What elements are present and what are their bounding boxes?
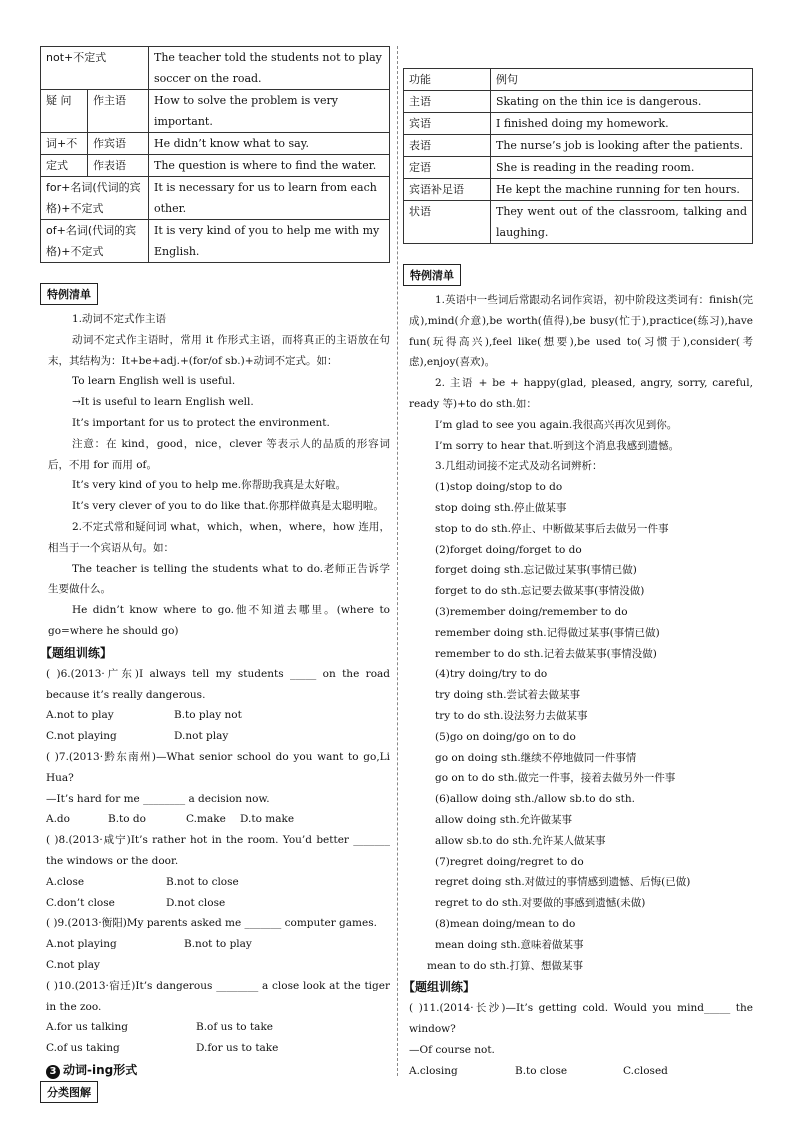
table-cell: for+名词(代词的宾格)+不定式 [41, 177, 149, 220]
note-line: allow doing sth.允许做某事 [435, 813, 573, 826]
table-cell: 主语 [404, 91, 491, 113]
section-title-text: 动词-ing形式 [63, 1062, 138, 1077]
table-row [41, 177, 390, 220]
options-row [40, 893, 390, 914]
options-row [40, 934, 390, 955]
note-paragraph: 动词不定式作主语时，常用 it 作形式主语，而将真正的主语放在句末，其结构为：It+be+adj.+(for/of sb.)+动词不定式。如： [48, 333, 390, 367]
note-paragraph: 2.不定式常和疑问词 what，which，when，where，how 连用，相当于一个宾语从句。如： [48, 520, 390, 554]
note-line: 3.几组动词接不定式及动名词辨析： [435, 460, 603, 473]
option[interactable]: A.for us talking [46, 1021, 129, 1034]
option[interactable]: D.not play [174, 730, 229, 743]
option[interactable]: A.close [46, 875, 85, 888]
option[interactable]: B.to close [515, 1064, 568, 1077]
option[interactable]: A.not playing [46, 938, 117, 951]
note-line: forget to do sth.忘记要去做某事(事情没做) [435, 585, 645, 598]
table-cell: How to solve the problem is very important. [149, 90, 390, 133]
table-cell: 作主语 [88, 90, 149, 133]
table-cell: The teacher told the students not to play soccer on the road. [149, 47, 390, 90]
gerund-table [403, 68, 753, 244]
table-cell: They went out of the classroom, talking and laughing. [491, 201, 753, 244]
table-row [404, 157, 753, 179]
table-cell: not+不定式 [41, 47, 149, 90]
table-cell: 宾语补足语 [404, 179, 491, 201]
option[interactable]: B.not to play [184, 938, 252, 951]
option[interactable]: D.for us to take [196, 1042, 279, 1055]
option[interactable]: C.not playing [46, 730, 117, 743]
note-paragraph: 注意：在 kind，good，nice，clever 等表示人的品质的形容词后，不用 for 而用 of。 [48, 437, 390, 471]
note-line: stop to do sth.停止、中断做某事后去做另一件事 [435, 522, 669, 535]
note-line: It’s very kind of you to help me.你帮助我真是太好啦。 [72, 479, 347, 492]
note-paragraph: 1.英语中一些词后常跟动名词作宾语，初中阶段这类词有：finish(完成),mind(介意),be worth(值得),be busy(忙于),practice(练习),have fun(玩得高兴),feel like(想要),be used to(习惯于),consider(考虑),enjoy(喜欢)。 [409, 294, 753, 369]
note-line: (6)allow doing sth./allow sb.to do sth. [435, 793, 636, 806]
note-line: try doing sth.尝试着去做某事 [435, 689, 580, 702]
note-line: (7)regret doing/regret to do [435, 855, 584, 868]
table-cell: 定语 [404, 157, 491, 179]
table-cell: Skating on the thin ice is dangerous. [491, 91, 753, 113]
option[interactable]: B.to play not [174, 709, 242, 722]
option[interactable]: A.closing [409, 1064, 458, 1077]
note-line: try to do sth.设法努力去做某事 [435, 709, 588, 722]
table-cell: 表语 [404, 135, 491, 157]
note-line: To learn English well is useful. [72, 375, 236, 388]
option[interactable]: D.not close [166, 896, 226, 909]
note-line: I’m glad to see you again.我很高兴再次见到你。 [435, 418, 678, 431]
column-divider [397, 46, 398, 1076]
note-line: (4)try doing/try to do [435, 668, 548, 681]
note-line: →It is useful to learn English well. [72, 396, 254, 409]
section-number-badge: 3 [46, 1065, 60, 1079]
option[interactable]: B.not to close [166, 875, 239, 888]
section-title [40, 1059, 390, 1081]
table-cell: 词+不 [41, 133, 88, 155]
question-stem: —Of course not. [409, 1043, 495, 1056]
exercise-heading: 【题组训练】 [403, 980, 476, 995]
option[interactable]: A.not to play [46, 709, 114, 722]
table-cell: 作宾语 [88, 133, 149, 155]
table-cell: It is very kind of you to help me with my English. [149, 220, 390, 263]
option[interactable]: C.make [186, 813, 226, 826]
table-header-row [404, 69, 753, 91]
table-cell: 定式 [41, 155, 88, 177]
question-stem: ( )11.(2014·长沙)—It’s getting cold. Would you mind_____ the window? [409, 1002, 753, 1036]
note-line: stop doing sth.停止做某事 [435, 501, 567, 514]
question-stem: ( )10.(2013·宿迁)It’s dangerous ________ a close look at the tiger in the zoo. [46, 979, 390, 1013]
options-row [40, 1038, 390, 1059]
note-line: go on to do sth.做完一件事，接着去做另外一件事 [435, 772, 676, 785]
note-line: (5)go on doing/go on to do [435, 730, 576, 743]
table-row [404, 91, 753, 113]
section-heading: 特例清单 [403, 264, 461, 286]
table-cell: I finished doing my homework. [491, 113, 753, 135]
option[interactable]: C.not play [46, 958, 100, 971]
note-line: regret to do sth.对要做的事感到遗憾(未做) [435, 897, 646, 910]
note-line: remember doing sth.记得做过某事(事情已做) [435, 626, 660, 639]
note-line: 1.动词不定式作主语 [72, 313, 167, 325]
note-line: allow sb.to do sth.允许某人做某事 [435, 834, 606, 847]
table-cell: 宾语 [404, 113, 491, 135]
option[interactable]: B.of us to take [196, 1021, 274, 1034]
options-row [403, 1061, 753, 1082]
table-row [404, 135, 753, 157]
table-cell: The question is where to find the water. [149, 155, 390, 177]
section-tag: 分类图解 [40, 1081, 98, 1103]
table-cell: of+名词(代词的宾格)+不定式 [41, 220, 149, 263]
note-line: forget doing sth.忘记做过某事(事情已做) [435, 564, 637, 577]
options-row [40, 705, 390, 726]
note-line: (8)mean doing/mean to do [435, 917, 576, 930]
table-cell: 状语 [404, 201, 491, 244]
table-row [41, 220, 390, 263]
option[interactable]: C.don’t close [46, 896, 115, 909]
options-row [40, 809, 390, 830]
right-column [403, 68, 753, 1081]
note-line: It’s very clever of you to do like that.你那样做真是太聪明啦。 [72, 500, 384, 513]
table-cell: It is necessary for us to learn from each other. [149, 177, 390, 220]
note-line: mean doing sth.意味着做某事 [435, 938, 584, 951]
options-row [40, 1017, 390, 1038]
table-row [404, 179, 753, 201]
option[interactable]: B.to do [108, 813, 146, 826]
note-line: (3)remember doing/remember to do [435, 605, 628, 618]
question-stem: ( )8.(2013·咸宁)It’s rather hot in the room. You’d better _______ the windows or the door. [46, 834, 390, 867]
table-cell: 疑 问 [41, 90, 88, 133]
table-cell: She is reading in the reading room. [491, 157, 753, 179]
note-line: It’s important for us to protect the environment. [72, 416, 330, 429]
table-cell: The nurse’s job is looking after the patients. [491, 135, 753, 157]
question-stem: ( )9.(2013·衡阳)My parents asked me _______ computer games. [46, 917, 377, 930]
question-stem: ( )6.(2013·广东)I always tell my students _____ on the road because it’s really dangerous. [46, 667, 390, 701]
table-row [404, 201, 753, 244]
question-stem: —It’s hard for me ________ a decision now. [46, 792, 270, 805]
table-header-cell: 功能 [404, 69, 491, 91]
note-paragraph: 2. 主语 + be + happy(glad, pleased, angry, sorry, careful, ready 等)+to do sth.如： [409, 377, 753, 410]
option[interactable]: A.do [46, 813, 70, 826]
option[interactable]: D.to make [240, 813, 295, 826]
table-cell: He didn’t know what to say. [149, 133, 390, 155]
option[interactable]: C.closed [623, 1064, 668, 1077]
note-line: (1)stop doing/stop to do [435, 481, 563, 494]
note-paragraph: He didn’t know where to go.他不知道去哪里。(where to go=where he should go) [48, 604, 390, 637]
options-row [40, 726, 390, 747]
table-cell: 作表语 [88, 155, 149, 177]
table-row [41, 90, 390, 133]
note-line: I’m sorry to hear that.听到这个消息我感到遗憾。 [435, 439, 680, 452]
note-line: (2)forget doing/forget to do [435, 543, 582, 556]
note-line: remember to do sth.记着去做某事(事情没做) [435, 647, 657, 660]
exercise-heading: 【题组训练】 [40, 645, 113, 660]
option[interactable]: C.of us taking [46, 1042, 120, 1055]
table-row [41, 47, 390, 90]
table-row [404, 113, 753, 135]
infinitive-table [40, 46, 390, 263]
question-stem: ( )7.(2013·黔东南州)—What senior school do you want to go,Li Hua? [46, 750, 390, 784]
note-line: regret doing sth.对做过的事情感到遗憾、后悔(已做) [435, 876, 691, 889]
table-cell: He kept the machine running for ten hours. [491, 179, 753, 201]
note-paragraph: The teacher is telling the students what to do.老师正告诉学生要做什么。 [48, 562, 390, 596]
note-line: go on doing sth.继续不停地做同一件事情 [435, 751, 637, 764]
table-row [41, 133, 390, 155]
options-row [40, 872, 390, 893]
note-line: mean to do sth.打算、想做某事 [427, 959, 583, 972]
left-column [40, 46, 390, 1103]
table-row [41, 155, 390, 177]
section-heading: 特例清单 [40, 283, 98, 305]
table-header-cell: 例句 [491, 69, 753, 91]
